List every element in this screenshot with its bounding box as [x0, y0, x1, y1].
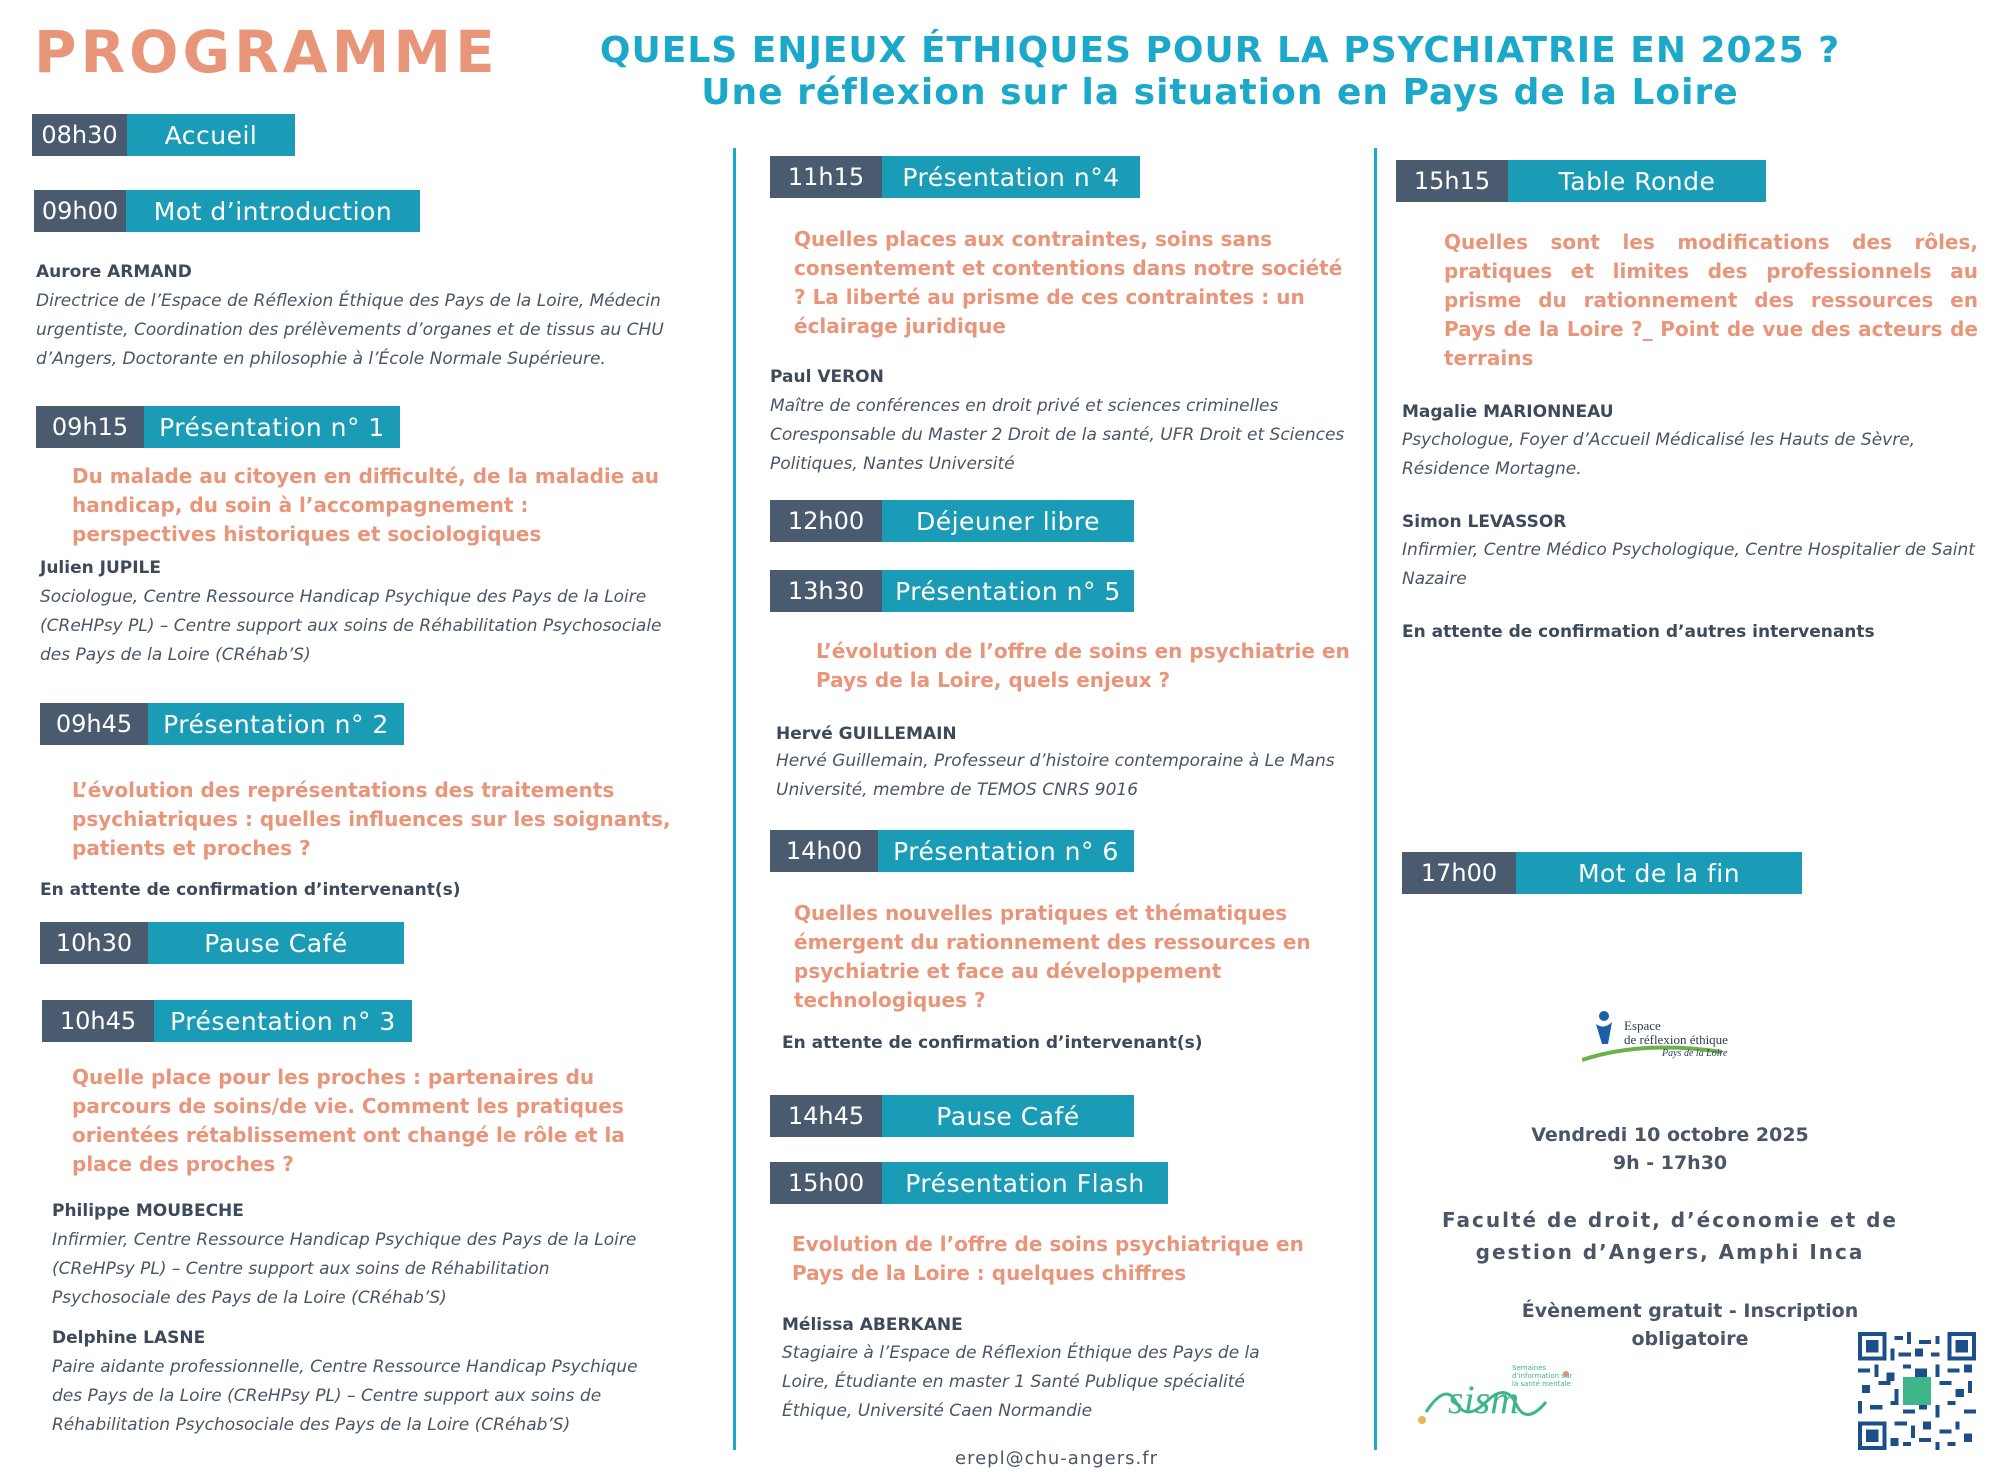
speaker-name: Mélissa ABERKANE	[782, 1315, 963, 1335]
slot-time: 15h00	[770, 1162, 882, 1204]
speaker-name: Hervé GUILLEMAIN	[776, 724, 957, 744]
sism-wordmark: sism	[1448, 1377, 1520, 1422]
slot-time: 17h00	[1402, 852, 1516, 894]
slot-label: Table Ronde	[1508, 160, 1766, 202]
slot-label: Mot d’introduction	[126, 190, 420, 232]
roundtable-topic: Quelles sont les modifications des rôles, pratiques et limites des professionnels au prisme du rationnement des ressources en Pays de la Loire ?_ Point de vue des acteurs de terrains	[1444, 230, 1978, 370]
slot-time: 10h45	[42, 1000, 154, 1042]
slot-time: 13h30	[770, 570, 882, 612]
slot-time: 09h45	[40, 703, 148, 745]
logo-text-line2: de réflexion éthique	[1624, 1032, 1728, 1047]
speaker-description: Hervé Guillemain, Professeur d’histoire contemporaine à Le Mans Université, membre de TEMOS CNRS 9016	[776, 751, 1335, 800]
slot-label: Accueil	[127, 114, 295, 156]
slot-label: Présentation n° 2	[148, 703, 404, 745]
slot-label: Pause Café	[882, 1095, 1134, 1137]
slot-label: Présentation Flash	[882, 1162, 1168, 1204]
event-title	[560, 30, 1880, 114]
free-entry-line1: Évènement gratuit - Inscription	[1521, 1300, 1859, 1322]
slot-time: 14h45	[770, 1095, 882, 1137]
slot-time: 14h00	[770, 830, 878, 872]
qr-code[interactable]	[1858, 1332, 1976, 1450]
slot-time: 11h15	[770, 156, 882, 198]
presentation-topic: L’évolution de l’offre de soins en psychiatrie en Pays de la Loire, quels enjeux ?	[816, 639, 1350, 692]
slot-mot-de-la-fin	[1402, 852, 1802, 894]
speaker-description: Paire aidante professionnelle, Centre Ressource Handicap Psychique des Pays de la Loire (CReHPsy PL) – Centre support aux soins de Réhabilitation Psychosociale des Pays de la Loire (CRéhab’S)	[52, 1357, 638, 1435]
speaker-description: Stagiaire à l’Espace de Réflexion Éthique des Pays de la Loire, Étudiante en master 1 Santé Publique spécialité Éthique, Université Caen Normandie	[782, 1343, 1260, 1421]
speaker-description: Maître de conférences en droit privé et sciences criminelles Coresponsable du Master 2 Droit de la santé, UFR Droit et Sciences Politiques, Nantes Université	[770, 396, 1345, 474]
sism-logo	[1416, 1362, 1576, 1428]
espace-reflexion-logo	[1582, 1008, 1752, 1070]
event-title-line2: Une réflexion sur la situation en Pays de la Loire	[701, 72, 1739, 113]
speaker-description: Psychologue, Foyer d’Accueil Médicalisé les Hauts de Sèvre, Résidence Mortagne.	[1402, 430, 1916, 479]
speaker-name: Magalie MARIONNEAU	[1402, 402, 1614, 422]
presentation-topic: Evolution de l’offre de soins psychiatrique en Pays de la Loire : quelques chiffres	[792, 1232, 1304, 1285]
column-divider-left	[733, 148, 736, 1450]
programme-title: PROGRAMME	[34, 18, 499, 86]
slot-label: Présentation n°4	[882, 156, 1140, 198]
free-entry-line2: obligatoire	[1631, 1328, 1749, 1350]
slot-time: 10h30	[40, 922, 148, 964]
slot-presentation-3	[42, 1000, 412, 1042]
speaker-name: Philippe MOUBECHE	[52, 1201, 244, 1221]
presentation-topic: L’évolution des représentations des traitements psychiatriques : quelles influences sur les soignants, patients et proches ?	[72, 778, 671, 860]
awaiting-confirmation: En attente de confirmation d’intervenant(s)	[782, 1033, 1203, 1053]
slot-presentation-4	[770, 156, 1140, 198]
slot-time: 09h00	[34, 190, 126, 232]
presentation-topic: Quelle place pour les proches : partenaires du parcours de soins/de vie. Comment les pratiques orientées rétablissement ont changé le rôle et la place des proches ?	[72, 1065, 625, 1176]
slot-presentation-1	[36, 406, 400, 448]
venue-line1: Faculté de droit, d’économie et de	[1441, 1208, 1898, 1232]
slot-label: Mot de la fin	[1516, 852, 1802, 894]
slot-presentation-5	[770, 570, 1134, 612]
speaker-description: Infirmier, Centre Médico Psychologique, Centre Hospitalier de Saint Nazaire	[1402, 540, 1975, 589]
event-date: Vendredi 10 octobre 2025	[1531, 1124, 1809, 1146]
speaker-name: Delphine LASNE	[52, 1328, 206, 1348]
slot-time: 15h15	[1396, 160, 1508, 202]
event-title-line1: QUELS ENJEUX ÉTHIQUES POUR LA PSYCHIATRIE EN 2025 ?	[599, 30, 1841, 71]
speaker-name: Simon LEVASSOR	[1402, 512, 1567, 532]
slot-time: 12h00	[770, 500, 882, 542]
presentation-topic: Quelles places aux contraintes, soins sans consentement et contentions dans notre société ? La liberté au prisme de ces contraintes : un éclairage juridique	[794, 227, 1343, 338]
slot-label: Pause Café	[148, 922, 404, 964]
sism-tagline: Semaines d’information sur la santé mentale	[1512, 1364, 1573, 1388]
slot-label: Présentation n° 5	[882, 570, 1134, 612]
awaiting-confirmation: En attente de confirmation d’intervenant(s)	[40, 880, 461, 900]
speaker-name: Paul VERON	[770, 367, 884, 387]
slot-dejeuner	[770, 500, 1134, 542]
awaiting-confirmation: En attente de confirmation d’autres intervenants	[1402, 622, 1875, 642]
slot-pause-cafe-1	[40, 922, 404, 964]
slot-label: Présentation n° 3	[154, 1000, 412, 1042]
qr-code-icon	[1858, 1332, 1976, 1450]
speaker-description: Sociologue, Centre Ressource Handicap Psychique des Pays de la Loire (CReHPsy PL) – Centre support aux soins de Réhabilitation Psychosociale des Pays de la Loire (CRéhab’S)	[40, 587, 662, 665]
slot-time: 09h15	[36, 406, 144, 448]
presentation-topic: Quelles nouvelles pratiques et thématiques émergent du rationnement des ressources en psychiatrie et face au développement technologiques ?	[794, 901, 1311, 1012]
speaker-description: Infirmier, Centre Ressource Handicap Psychique des Pays de la Loire (CReHPsy PL) – Centre support aux soins de Réhabilitation Psychosociale des Pays de la Loire (CRéhab’S)	[52, 1230, 637, 1308]
logo-text-line1: Espace	[1624, 1018, 1661, 1033]
logo-text-line3: Pays de la Loire	[1662, 1048, 1728, 1059]
slot-presentation-2	[40, 703, 404, 745]
slot-accueil	[32, 114, 295, 156]
slot-presentation-6	[770, 830, 1134, 872]
event-hours: 9h - 17h30	[1612, 1152, 1728, 1174]
speaker-name: Aurore ARMAND	[36, 262, 192, 282]
slot-table-ronde	[1396, 160, 1766, 202]
speaker-description: Directrice de l’Espace de Réflexion Éthique des Pays de la Loire, Médecin urgentiste, Coordination des prélèvements d’organes et de tissus au CHU d’Angers, Doctorante en philosophie à l’École Normale Supérieure.	[36, 291, 664, 369]
slot-presentation-flash	[770, 1162, 1168, 1204]
slot-label: Présentation n° 6	[878, 830, 1134, 872]
speaker-name: Julien JUPILE	[40, 558, 161, 578]
slot-pause-cafe-2	[770, 1095, 1134, 1137]
slot-label: Déjeuner libre	[882, 500, 1134, 542]
column-divider-right	[1374, 148, 1377, 1450]
presentation-topic: Du malade au citoyen en difficulté, de la maladie au handicap, du soin à l’accompagnement : perspectives historiques et sociologiques	[72, 464, 660, 546]
slot-introduction	[34, 190, 420, 232]
slot-label: Présentation n° 1	[144, 406, 400, 448]
contact-email[interactable]: erepl@chu-angers.fr	[955, 1448, 1158, 1469]
venue-line2: gestion d’Angers, Amphi Inca	[1475, 1240, 1865, 1264]
slot-time: 08h30	[32, 114, 127, 156]
